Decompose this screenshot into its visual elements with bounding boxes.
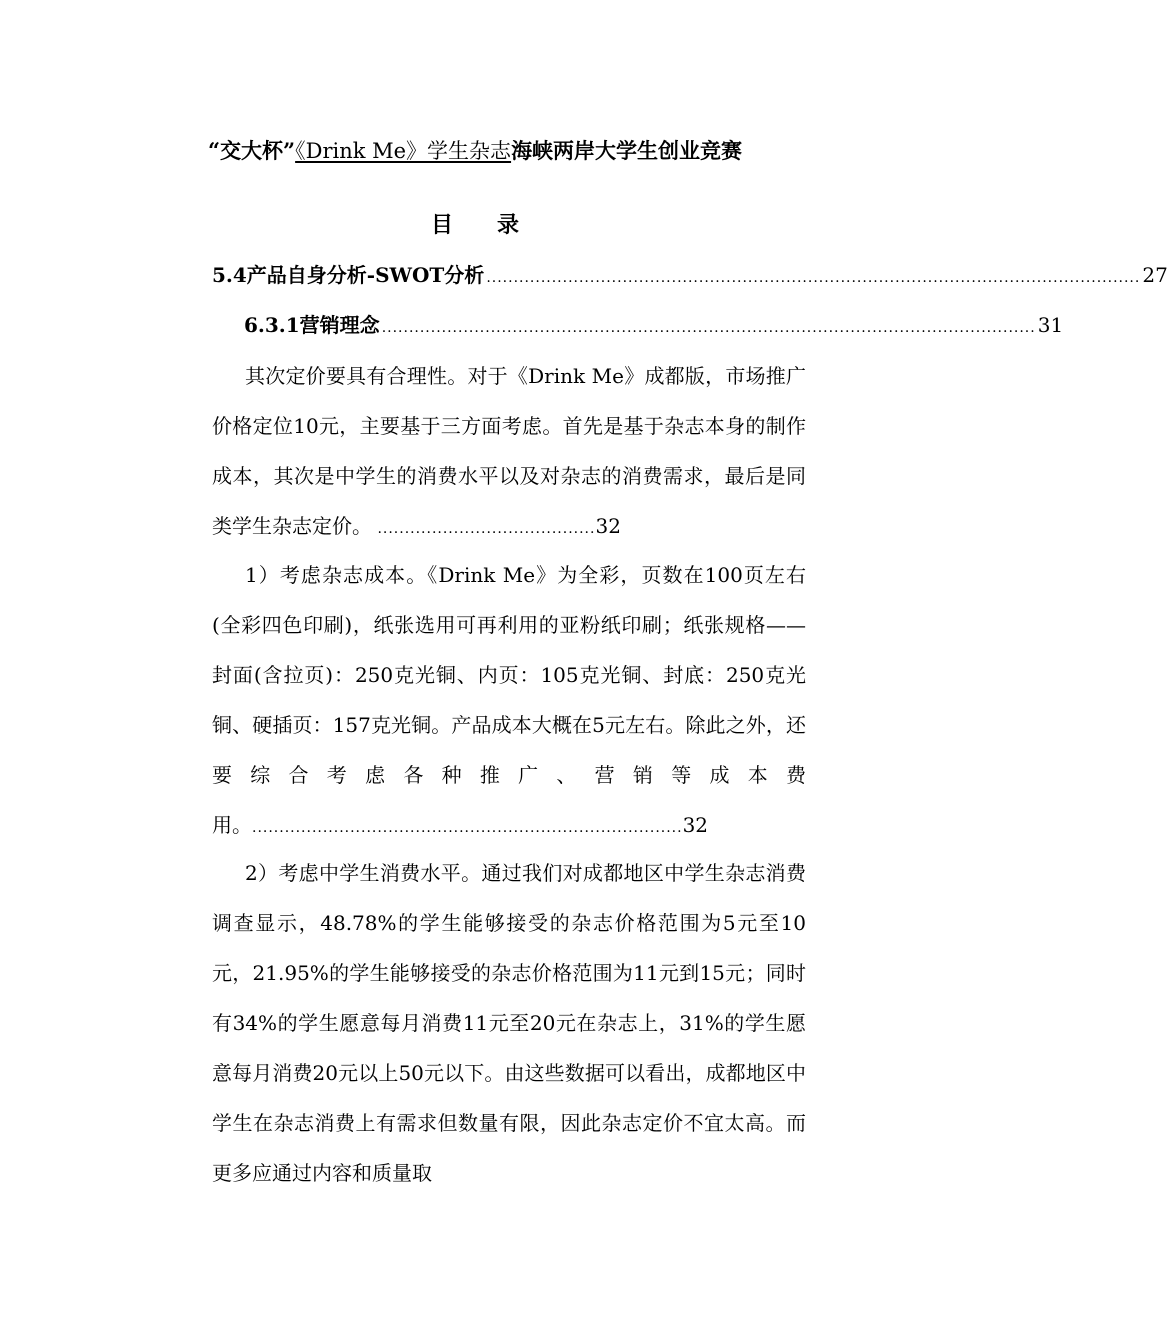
toc-dot-leader: ............................................................................... (252, 820, 683, 836)
paragraph-text: 1）考虑杂志成本。《Drink Me》为全彩，页数在100页左右(全彩四色印刷)，纸张选用可再利用的亚粉纸印刷；纸张规格——封面(含拉页)：250克光铜、内页：105克光铜、封底：250克光铜、硬插页：157克光铜。产品成本大概在5元左右。除此之外，还要综合考虑各种推广、营销等成本费用。 (212, 563, 806, 837)
header-competition-prefix: “交大杯” (207, 138, 296, 163)
paragraph-page: 32 (682, 813, 709, 837)
paragraph-pricing-rationale (212, 351, 806, 554)
paragraph-text: 其次定价要具有合理性。对于《Drink Me》成都版，市场推广价格定位10元，主要基于三方面考虑。首先是基于杂志本身的制作成本，其次是中学生的消费水平以及对杂志的消费需求，最后是同类学生杂志定价。 (212, 364, 806, 538)
toc-title-left: 目 (430, 212, 453, 238)
paragraph-leader (372, 514, 621, 538)
paragraph-magazine-cost (212, 550, 806, 853)
toc-entry-label: 6.3.1营销理念 (244, 313, 380, 337)
toc-dot-leader: ........................................ (372, 521, 596, 537)
toc-entry-page: 31 (1037, 313, 1064, 337)
paragraph-consumption-level (212, 848, 806, 1198)
toc-entry-label: 5.4产品自身分析-SWOT分析 (212, 263, 485, 287)
paragraph-page: 32 (595, 514, 621, 538)
header-competition-name: 海峡两岸大学生创业竞赛 (511, 138, 743, 163)
toc-dot-leader: ........................................................................................................................ (486, 270, 1141, 286)
toc-title (0, 210, 950, 240)
toc-entry-page: 27 (1142, 263, 1168, 287)
paragraph-leader (252, 813, 708, 837)
page-header (0, 136, 950, 166)
header-magazine-title: 《Drink Me》学生杂志 (295, 139, 512, 163)
toc-entry-marketing-concept[interactable] (244, 310, 1064, 340)
toc-entry-swot[interactable] (212, 260, 1168, 290)
toc-title-right: 录 (497, 212, 520, 238)
toc-dot-leader: ........................................................................................................................ (381, 320, 1036, 336)
paragraph-text: 2）考虑中学生消费水平。通过我们对成都地区中学生杂志消费调查显示，48.78%的学生能够接受的杂志价格范围为5元至10元，21.95%的学生能够接受的杂志价格范围为11元到15元；同时有34%的学生愿意每月消费11元至20元在杂志上，31%的学生愿意每月消费20元以上50元以下。由这些数据可以看出，成都地区中学生在杂志消费上有需求但数量有限，因此杂志定价不宜太高。而更多应通过内容和质量取 (212, 861, 806, 1185)
